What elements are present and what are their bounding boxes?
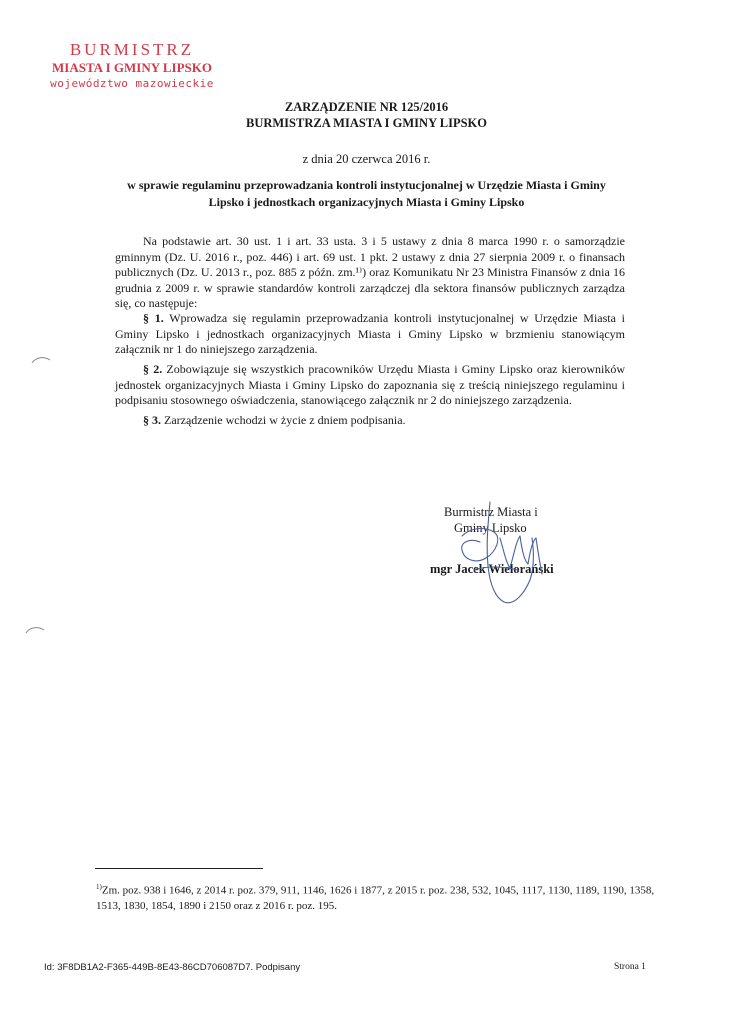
section-2 [115,362,625,409]
document-title: ZARZĄDZENIE NR 125/2016 [284,100,449,114]
footnote-separator [95,868,263,869]
footnote-text: Zm. poz. 938 i 1646, z 2014 r. poz. 379, 911, 1146, 1626 i 1877, z 2015 r. poz. 238, 532, 1045, 1117, 1130, 1189, 1190, 1358, 1513, 1830, 1854, 1890 i 2150 oraz z 2016 r. poz. 195. [96,884,655,912]
handwritten-signature [430,494,560,624]
section-1-label: § 1. [143,311,164,325]
preamble-text: Na podstawie art. 30 ust. 1 i art. 33 usta. 3 i 5 ustawy z dnia 8 marca 1990 r. o samorządzie gminnym (Dz. U. 2016 r., poz. 446) i art. 69 ust. 1 pkt. 2 ustawy z dnia 27 sierpnia 2009 r. o finansach publicznych (Dz. U. 2013 r., poz. 885 z późn. zm.¹⁾) oraz Komunikatu Nr 23 Ministra Finansów z dnia 16 grudnia z 2009 r. w sprawie standardów kontroli zarządczej dla sektora finansów publicznych zarządza się, co następuje: [115,234,625,310]
section-1-text: Wprowadza się regulamin przeprowadzania kontroli instytucjonalnej w Urzędzie Miasta i Gminy Lipsko i jednostkach organizacyjnych Miasta i Gminy Lipsko w brzmieniu stanowiącym załącznik nr 1 do niniejszego zarządzenia. [115,311,625,356]
scan-margin-mark [30,354,52,366]
section-2-label: § 2. [143,362,163,376]
stamp-line-office: MIASTA I GMINY LIPSKO [52,60,212,75]
footnote-marker: 1) [96,883,102,891]
signatory-name: mgr Jacek Wielorański [430,562,554,576]
document-issuer: BURMISTRZA MIASTA I GMINY LIPSKO [245,116,487,130]
signature-title-line2: Gminy Lipsko [454,521,527,535]
page-number: Strona 1 [614,962,646,972]
footnote [96,880,656,914]
document-id: Id: 3F8DB1A2-F365-449B-8E43-86CD706087D7. Podpisany [44,962,301,973]
scan-margin-mark [24,624,46,636]
signature-title-line1: Burmistrz Miasta i [444,505,538,519]
official-stamp [44,40,220,92]
stamp-line-title: BURMISTRZ [69,40,195,59]
section-2-text: Zobowiązuje się wszystkich pracowników Urzędu Miasta i Gminy Lipsko oraz kierowników jednostek organizacyjnych Miasta i Gminy Lipsko do zapoznania się z treścią niniejszego regulaminu i podpisaniu stosownego oświadczenia, stanowiącego załącznik nr 2 do niniejszego zarządzenia. [115,362,625,407]
section-1 [115,311,625,358]
document-subject: w sprawie regulaminu przeprowadzania kontroli instytucjonalnej w Urzędzie Miasta i Gminy Lipsko i jednostkach organizacyjnych Miasta i Gminy Lipsko [127,178,606,209]
document-date: z dnia 20 czerwca 2016 r. [302,152,431,166]
section-3-label: § 3. [143,413,161,427]
section-3 [115,413,625,429]
section-3-text: Zarządzenie wchodzi w życie z dniem podpisania. [164,413,406,427]
stamp-line-region: województwo mazowieckie [50,77,214,90]
preamble-paragraph [115,234,625,312]
